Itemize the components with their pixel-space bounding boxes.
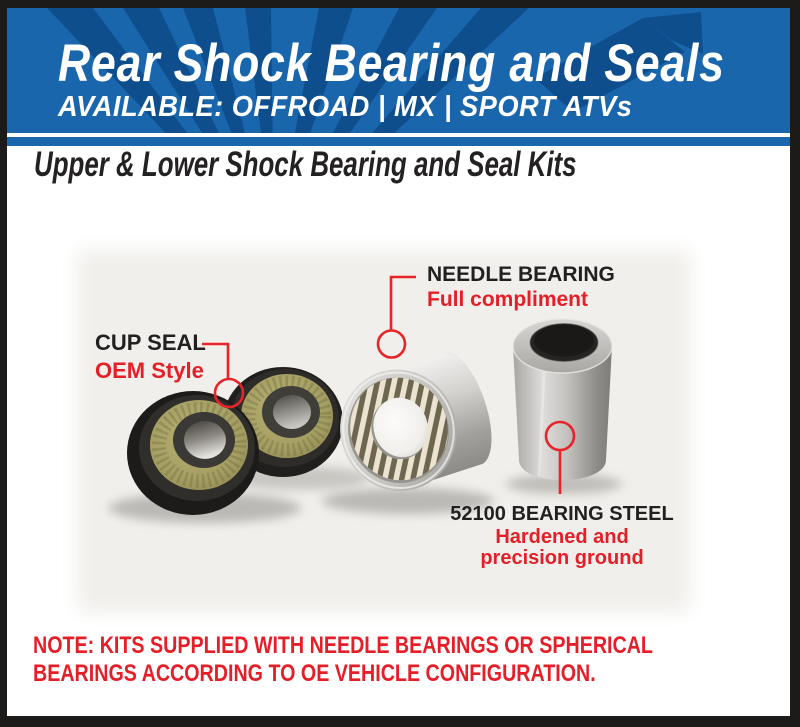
needle-bearing-label-block <box>427 262 615 312</box>
note-line2: BEARINGS ACCORDING TO OE VEHICLE CONFIGURATION. <box>33 660 596 687</box>
cup-seal-detail: OEM Style <box>95 358 204 383</box>
bearing-steel-label: 52100 BEARING STEEL <box>450 503 674 525</box>
steel-bushing-photo <box>513 319 612 480</box>
bearing-steel-detail-line1: Hardened and <box>495 526 629 548</box>
cup-seal-label: CUP SEAL <box>95 330 206 355</box>
bearing-steel-detail-line2: precision ground <box>480 547 644 569</box>
bearing-steel-label-block <box>448 501 676 569</box>
page-title: Rear Shock Bearing and Seals <box>58 34 725 93</box>
needle-bearing-label: NEEDLE BEARING <box>427 263 615 286</box>
section-heading: Upper & Lower Shock Bearing and Seal Kits <box>34 145 577 184</box>
needle-bearing-detail: Full compliment <box>427 288 589 311</box>
note-line1: NOTE: KITS SUPPLIED WITH NEEDLE BEARINGS OR SPHERICAL <box>33 632 653 659</box>
cup-seal-front-photo <box>127 391 259 515</box>
cup-seal-label-block <box>95 329 206 385</box>
availability-subtitle: AVAILABLE: OFFROAD | MX | SPORT ATVs <box>58 91 633 123</box>
configuration-note <box>33 632 653 688</box>
